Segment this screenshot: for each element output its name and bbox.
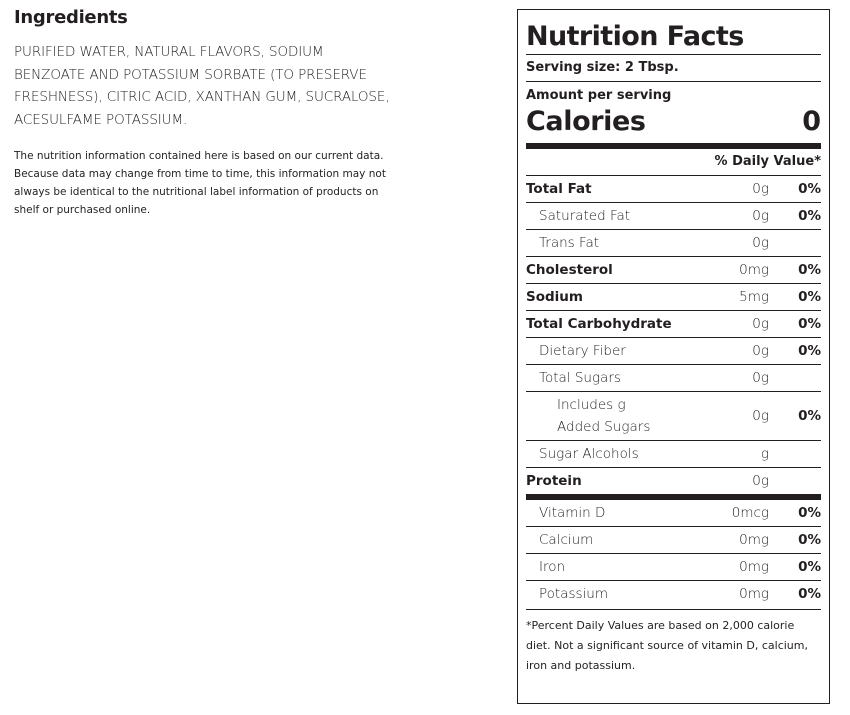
nutrient-amount: 5mg [739, 289, 769, 305]
nutrient-amount: 0mg [739, 262, 769, 278]
nutrient-name: Total Carbohydrate [526, 316, 672, 332]
vitamin-amount: 0mg [739, 559, 769, 575]
nutrient-row-dietary-fiber [526, 337, 821, 364]
calories-value: 0 [802, 106, 821, 137]
ingredients-title: Ingredients [14, 7, 128, 28]
nutrient-name: Sodium [526, 289, 583, 305]
nutrient-percent: 0% [798, 181, 821, 197]
vitamin-amount: 0mg [739, 532, 769, 548]
nutrient-percent: 0% [798, 316, 821, 332]
vitamin-percent: 0% [798, 505, 821, 521]
nutrient-percent: 0% [798, 262, 821, 278]
nutrient-name: Trans Fat [539, 235, 600, 251]
nutrient-percent: 0% [798, 208, 821, 224]
serving-size: Serving size: 2 Tbsp. [526, 60, 679, 75]
nutrient-amount: 0g [752, 370, 769, 386]
vitamin-percent: 0% [798, 532, 821, 548]
nutrient-percent: 0% [798, 289, 821, 305]
nutrient-name: Total Sugars [539, 370, 621, 386]
nutrient-row-total-sugars [526, 364, 821, 391]
nutrient-percent: 0% [798, 343, 821, 359]
nutrient-row-total-carbohydrate [526, 310, 821, 337]
nutrient-row-saturated-fat [526, 202, 821, 229]
vitamin-name: Potassium [539, 586, 609, 602]
nutrient-row-sodium [526, 283, 821, 310]
nutrient-name: Total Fat [526, 181, 592, 197]
nutrient-name: Includes g Added Sugars [557, 397, 651, 435]
nutrient-row-sugar-alcohols [526, 440, 821, 467]
vitamin-row-potassium [526, 580, 821, 607]
nutrient-amount: 0g [752, 181, 769, 197]
nutrient-percent: 0% [798, 408, 821, 424]
nutrition-disclaimer: The nutrition information contained here is based on our current data. Because data may change from time to time, this information may not always be identical to the nutritional label information of products on shelf or purchased online. [14, 150, 386, 216]
daily-value-footnote: *Percent Daily Values are based on 2,000 calorie diet. Not a significant source of vitamin D, calcium, iron and potassium. [526, 609, 821, 676]
nutrient-name: Cholesterol [526, 262, 613, 278]
vitamin-amount: 0mg [739, 586, 769, 602]
nutrient-amount: 0g [752, 473, 769, 489]
nutrient-name: Dietary Fiber [539, 343, 626, 359]
vitamin-name: Calcium [539, 532, 594, 548]
nutrient-row-cholesterol [526, 256, 821, 283]
nutrient-row-trans-fat [526, 229, 821, 256]
nutrient-row-added-sugars [526, 391, 821, 440]
daily-value-header: % Daily Value* [714, 154, 821, 169]
vitamin-amount: 0mcg [731, 505, 769, 521]
nutrient-row-total-fat [526, 175, 821, 202]
nutrition-facts-panel [517, 9, 830, 704]
calories-row [526, 105, 821, 143]
vitamin-name: Iron [539, 559, 566, 575]
nutrient-amount: 0g [752, 343, 769, 359]
nutrient-amount: 0g [752, 208, 769, 224]
nutrient-amount: g [760, 446, 769, 462]
vitamin-row-vitamin-d [526, 500, 821, 526]
nutrient-amount: 0g [752, 316, 769, 332]
vitamin-name: Vitamin D [539, 505, 606, 521]
nutrient-row-protein [526, 467, 821, 494]
vitamin-percent: 0% [798, 586, 821, 602]
calories-label: Calories [526, 106, 646, 137]
nutrient-amount: 0g [752, 235, 769, 251]
nutrient-name: Protein [526, 473, 582, 489]
vitamin-percent: 0% [798, 559, 821, 575]
nutrient-name: Sugar Alcohols [539, 446, 639, 462]
vitamin-row-iron [526, 553, 821, 580]
vitamin-row-calcium [526, 526, 821, 553]
nutrient-amount: 0g [752, 408, 769, 424]
amount-per-serving: Amount per serving [526, 88, 672, 103]
ingredients-text: PURIFIED WATER, NATURAL FLAVORS, SODIUM BENZOATE AND POTASSIUM SORBATE (TO PRESERVE FRESHNESS), CITRIC ACID, XANTHAN GUM, SUCRALOSE, ACESULFAME POTASSIUM. [14, 44, 390, 128]
nutrient-name: Saturated Fat [539, 208, 631, 224]
ingredients-section [14, 7, 394, 219]
nutrition-facts-title: Nutrition Facts [526, 21, 744, 52]
